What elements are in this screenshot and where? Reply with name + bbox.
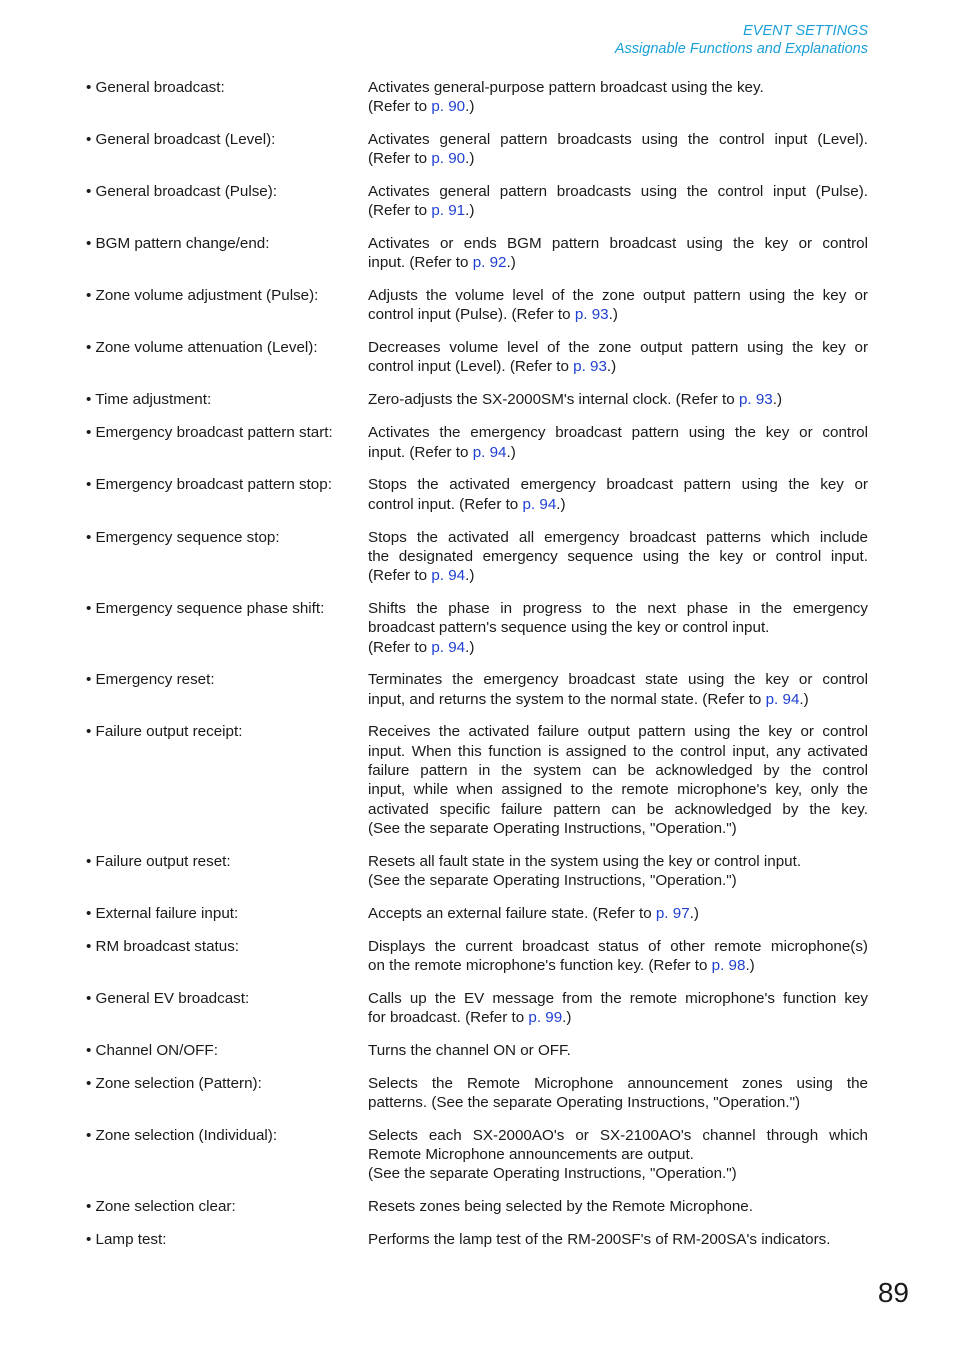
description-line [368,495,868,514]
description-line [368,690,868,709]
description-text: Resets zones being selected by the Remote Microphone. [368,1198,753,1216]
description-line [368,1164,868,1183]
description-text: control input (Level). (Refer to [368,358,574,376]
description-line [368,234,868,253]
page-reference-link[interactable]: p. 94 [431,567,466,585]
description-line [368,1230,868,1249]
description-text: failure pattern in the system can be acknowledged by the control [368,762,868,780]
description-text: (Refer to [368,638,432,656]
description-text: .) [556,495,566,513]
description-line [368,305,868,324]
function-description [368,1230,868,1249]
function-term: • Emergency reset: [86,671,215,689]
description-line [368,443,868,462]
description-text: .) [608,306,618,324]
page-reference-link[interactable]: p. 93 [573,358,607,376]
list-item [86,722,868,838]
description-text: .) [465,567,475,585]
description-line [368,1074,868,1093]
function-list [86,64,868,1250]
description-line [368,819,868,838]
description-text: Terminates the emergency broadcast state using the key or control [368,671,868,689]
description-text: Adjusts the volume level of the zone output pattern using the key or [368,286,868,304]
function-term: • Lamp test: [86,1231,167,1249]
description-text: Stops the activated emergency broadcast pattern using the key or [368,476,868,494]
description-text: Performs the lamp test of the RM-200SF's of RM-200SA's indicators. [368,1231,831,1249]
function-description [368,937,868,976]
page-reference-link[interactable]: p. 93 [738,391,773,409]
description-text: .) [465,97,475,115]
description-line [368,390,868,409]
function-description [368,722,868,838]
list-item [86,475,868,514]
description-text: input. (Refer to [368,443,473,461]
description-line [368,638,868,657]
page-number: 89 [877,1277,909,1308]
description-text: broadcast pattern's sequence using the key or control input. [368,619,770,637]
description-line [368,149,868,168]
description-text: the designated emergency sequence using the key or control input. [368,547,868,565]
function-description [368,286,868,325]
description-text: input, while when assigned to the remote microphone's key, only the [368,781,868,799]
description-text: Receives the activated failure output pattern using the key or control [368,723,868,741]
list-item [86,286,868,325]
description-line [368,618,868,637]
header-subsection: Assignable Functions and Explanations [614,41,868,57]
page-reference-link[interactable]: p. 94 [765,690,800,708]
description-line [368,97,868,116]
description-line [368,338,868,357]
page-reference-link[interactable]: p. 94 [472,443,507,461]
description-text: control input. (Refer to [368,495,523,513]
description-text: (Refer to [368,201,432,219]
description-text: input. When this function is assigned to the control input, any activated [368,742,868,760]
list-item [86,390,868,409]
description-text: (Refer to [368,149,432,167]
function-term: • RM broadcast status: [86,937,240,955]
description-text: Shifts the phase in progress to the next phase in the emergency [368,599,868,617]
description-text: Activates general pattern broadcasts using the control input (Pulse). [368,182,868,200]
description-text: control input (Pulse). (Refer to [368,306,575,324]
list-item [86,904,868,923]
running-header [615,22,868,58]
description-line [368,1093,868,1112]
description-text: .) [606,358,617,376]
list-item [86,528,868,586]
description-text: Turns the channel ON or OFF. [368,1042,571,1060]
function-term: • Emergency sequence stop: [86,528,280,546]
list-item [86,78,868,117]
description-text: Selects each SX-2000AO's or SX-2100AO's channel through which [368,1126,868,1144]
list-item [86,1041,868,1060]
list-item [86,1197,868,1216]
description-line [368,1126,868,1145]
list-item [86,1074,868,1113]
function-term: • Emergency broadcast pattern start: [86,424,333,442]
function-term: • Zone selection (Pattern): [86,1074,262,1092]
page-reference-link[interactable]: p. 90 [431,97,466,115]
description-text: .) [465,149,475,167]
function-term: • General broadcast: [86,78,225,96]
description-line [368,1145,868,1164]
description-text: .) [799,690,809,708]
description-line [368,852,868,871]
description-text: .) [745,956,755,974]
page-reference-link[interactable]: p. 94 [522,495,557,513]
description-text: Remote Microphone announcements are output. [368,1145,694,1163]
list-item [86,182,868,221]
description-text: (See the separate Operating Instructions, "Operation.") [368,872,737,889]
description-line [368,599,868,618]
description-line [368,78,868,97]
page-reference-link[interactable]: p. 94 [431,638,466,656]
list-item [86,1126,868,1184]
description-line [368,182,868,201]
list-item [86,989,868,1028]
function-term: • Emergency sequence phase shift: [86,599,325,617]
function-term: • Emergency broadcast pattern stop: [86,476,332,494]
description-line [368,780,868,799]
page-reference-link[interactable]: p. 92 [472,254,507,272]
description-line [368,1008,868,1027]
description-line [368,937,868,956]
function-description [368,390,868,409]
function-description [368,852,868,891]
list-item [86,852,868,891]
description-text: .) [562,1008,572,1026]
description-text: (Refer to [368,567,432,585]
description-text: (See the separate Operating Instructions, "Operation.") [368,819,737,837]
description-text: patterns. (See the separate Operating Instructions, "Operation.") [368,1093,801,1111]
description-line [368,800,868,819]
description-text: .) [689,904,699,922]
function-term: • Channel ON/OFF: [86,1042,218,1060]
list-item [86,670,868,709]
description-line [368,528,868,547]
header-section: EVENT SETTINGS [743,23,868,39]
description-text: .) [465,201,475,219]
description-text: Activates general pattern broadcasts using the control input (Level). [368,130,868,148]
description-line [368,742,868,761]
description-line [368,761,868,780]
description-text: input, and returns the system to the normal state. (Refer to [368,690,766,708]
description-text: Calls up the EV message from the remote microphone's function key [368,989,868,1007]
function-term: • Zone selection clear: [86,1198,236,1216]
description-text: (See the separate Operating Instructions, "Operation.") [368,1165,737,1183]
description-text: .) [506,443,516,461]
list-item [86,423,868,462]
function-term: • Failure output receipt: [86,723,243,741]
function-description [368,475,868,514]
function-description [368,234,868,273]
function-description [368,670,868,709]
description-text: on the remote microphone's function key. (Refer to [368,956,712,974]
function-term: • Zone volume attenuation (Level): [86,338,318,356]
description-text: Resets all fault state in the system using the key or control input. [368,852,802,870]
description-line [368,904,868,923]
description-line [368,956,868,975]
description-line [368,423,868,442]
function-description [368,78,868,117]
description-line [368,1197,868,1216]
description-line [368,547,868,566]
function-description [368,904,868,923]
description-text: (Refer to [368,97,432,115]
function-description [368,528,868,586]
list-item [86,599,868,657]
function-description [368,338,868,377]
description-line [368,871,868,890]
function-term: • Time adjustment: [86,391,212,409]
function-description [368,1126,868,1184]
page-reference-link[interactable]: p. 91 [431,201,466,219]
description-line [368,130,868,149]
function-description [368,1041,868,1060]
page-reference-link[interactable]: p. 98 [711,956,746,974]
description-text: Stops the activated all emergency broadcast patterns which include [368,528,868,546]
list-item [86,234,868,273]
description-text: for broadcast. (Refer to [368,1008,529,1026]
description-line [368,357,868,376]
description-text: .) [772,391,782,409]
description-line [368,1041,868,1060]
description-text: Decreases volume level of the zone output pattern using the key or [368,338,868,356]
description-text: Selects the Remote Microphone announcement zones using the [368,1074,868,1092]
list-item [86,338,868,377]
description-line [368,566,868,585]
description-text: .) [506,254,516,272]
function-term: • Zone volume adjustment (Pulse): [86,286,319,304]
list-item [86,130,868,169]
function-term: • General broadcast (Pulse): [86,182,278,200]
page-reference-link[interactable]: p. 90 [431,149,466,167]
function-description [368,1074,868,1113]
function-term: • BGM pattern change/end: [86,234,270,252]
function-description [368,130,868,169]
function-term: • Failure output reset: [86,852,231,870]
description-line [368,286,868,305]
description-text: Activates or ends BGM pattern broadcast using the key or control [368,234,868,252]
function-description [368,182,868,221]
description-line [368,253,868,272]
function-term: • External failure input: [86,904,239,922]
description-line [368,989,868,1008]
function-term: • Zone selection (Individual): [86,1126,278,1144]
function-description [368,989,868,1028]
list-item [86,937,868,976]
description-line [368,475,868,494]
function-term: • General EV broadcast: [86,989,250,1007]
page-reference-link[interactable]: p. 93 [574,306,609,324]
function-description [368,599,868,657]
description-text: .) [465,638,475,656]
description-text: Displays the current broadcast status of other remote microphone(s) [368,937,868,955]
description-text: Zero-adjusts the SX-2000SM's internal clock. (Refer to [368,391,739,409]
function-description [368,423,868,462]
description-text: Activates general-purpose pattern broadcast using the key. [368,78,764,96]
description-line [368,722,868,741]
description-text: Accepts an external failure state. (Refer to [368,904,656,922]
description-line [368,201,868,220]
page-reference-link[interactable]: p. 99 [528,1008,563,1026]
description-text: Activates the emergency broadcast pattern using the key or control [368,424,868,442]
function-term: • General broadcast (Level): [86,130,276,148]
page-reference-link[interactable]: p. 97 [655,904,690,922]
description-line [368,670,868,689]
list-item [86,1230,868,1249]
function-description [368,1197,868,1216]
description-text: input. (Refer to [368,254,473,272]
description-text: activated specific failure pattern can be acknowledged by the key. [368,800,868,818]
